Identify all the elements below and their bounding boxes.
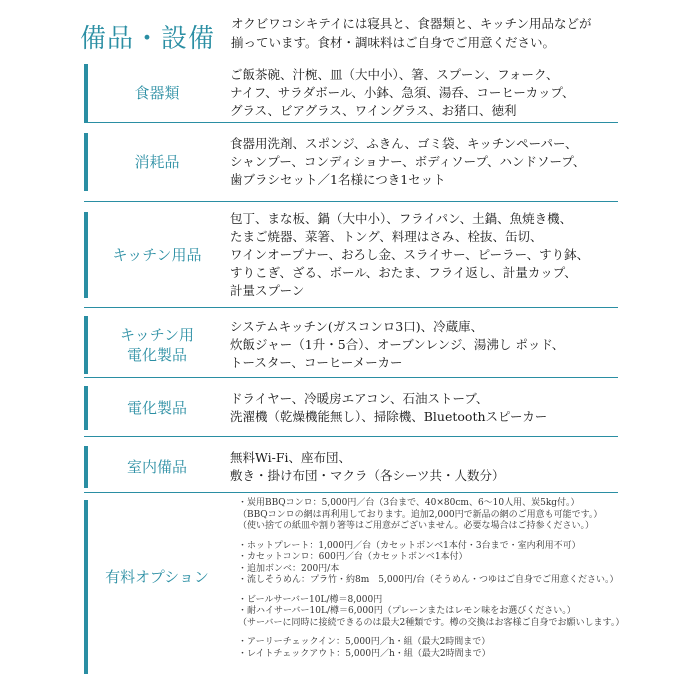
- option-group: [238, 595, 678, 630]
- option-group: [238, 541, 678, 587]
- section-appliances: [84, 386, 618, 430]
- section-content: [230, 64, 620, 122]
- content-line: シャンプー、コンディショナー、ボディソープ、ハンドソープ、: [230, 154, 586, 169]
- content-line: 炊飯ジャー（1升・5合）、オーブンレンジ、湯沸し ポッド、: [230, 337, 565, 352]
- content-line: 計量スプーン: [230, 283, 305, 298]
- intro-line: 揃っています。食材・調味料はご自身でご用意ください。: [231, 35, 556, 50]
- option-line: （BBQコンロの網は再利用しております。追加2,000円で新品の網のご用意も可能です。）: [238, 509, 603, 520]
- label-line: 室内備品: [126, 458, 187, 476]
- section-kitchen-appliances: [84, 316, 618, 374]
- content-line: ワインオープナー、おろし金、スライサー、ピーラー、すり鉢、: [230, 247, 590, 262]
- content-line: たまご焼器、菜箸、トング、料理はさみ、栓抜、缶切、: [230, 229, 543, 244]
- section-bar: [84, 500, 88, 674]
- content-line: すりこぎ、ざる、ボール、おたま、フライ返し、計量カップ、: [230, 265, 577, 280]
- section-label: [88, 316, 226, 374]
- section-label-paid-options: 有料オプション: [105, 568, 209, 586]
- section-label: [88, 133, 226, 191]
- section-content: [230, 446, 620, 488]
- option-group: [238, 498, 678, 533]
- section-content: [230, 212, 620, 298]
- section-content: [230, 316, 620, 374]
- content-line: 無料Wi-Fi、座布団、: [230, 450, 352, 465]
- content-line: 食器用洗剤、スポンジ、ふきん、ゴミ袋、キッチンペーパー、: [230, 136, 578, 151]
- divider: [84, 122, 618, 123]
- label-line: 電化製品: [126, 346, 187, 364]
- section-content: [230, 133, 620, 191]
- content-line: 敷き・掛け布団・マクラ（各シーツ共・人数分）: [230, 468, 505, 483]
- page-title: 備品・設備: [80, 24, 216, 54]
- label-line: キッチン用: [120, 326, 194, 344]
- section-label: [88, 212, 226, 298]
- option-line: ・カセットコンロ：600円／台（カセットボンベ1本付）: [238, 552, 468, 562]
- content-line: ナイフ、サラダボール、小鉢、急須、湯呑、コーヒーカップ、: [230, 85, 575, 100]
- divider: [84, 377, 618, 378]
- content-line: ドライヤー、冷暖房エアコン、石油ストーブ、: [230, 391, 489, 406]
- divider: [84, 436, 618, 437]
- option-line: ・ビールサーバー10L/樽＝8,000円: [238, 594, 383, 605]
- section-label: [88, 386, 226, 430]
- option-group: [238, 637, 678, 660]
- content-line: ご飯茶碗、汁椀、皿（大中小）、箸、スプーン、フォーク、: [230, 67, 559, 82]
- content-line: トースター、コーヒーメーカー: [230, 355, 403, 370]
- content-line: 包丁、まな板、鍋（大中小）、フライパン、土鍋、魚焼き機、: [230, 211, 573, 226]
- intro-line: オクビワコシキテイには寝具と、食器類と、キッチン用品などが: [231, 16, 592, 31]
- label-line: キッチン用品: [112, 246, 202, 264]
- label-line: 電化製品: [126, 399, 187, 417]
- option-line: ・レイトチェックアウト：5,000円／h・組（最大2時間まで）: [238, 648, 491, 659]
- divider: [84, 201, 618, 202]
- option-line: （使い捨ての紙皿や割り箸等はご用意がございません。必要な場合はご持参ください。）: [238, 521, 595, 531]
- paid-options-content: [238, 498, 678, 668]
- content-line: 歯ブラシセット／1名様につき1セット: [230, 172, 446, 187]
- section-content: [230, 386, 620, 430]
- section-label: [88, 64, 226, 122]
- content-line: 洗濯機（乾燥機能無し）、掃除機、Bluetoothスピーカー: [230, 409, 548, 424]
- label-line: 消耗品: [134, 153, 180, 171]
- divider: [84, 492, 618, 493]
- option-line: ・追加ボンベ：200円/本: [238, 563, 340, 574]
- option-line: （サーバーに同時に接続できるのは最大2種類です。樽の交換はお客様ご自身でお願いします。）: [238, 617, 625, 628]
- header: [0, 10, 700, 62]
- option-line: ・ホットプレート：1,000円／台（カセットボンベ1本付・3台まで・室内利用不可）: [238, 540, 581, 551]
- section-room-items: [84, 446, 618, 488]
- intro-text: [231, 14, 661, 52]
- section-kitchen-tools: [84, 212, 618, 298]
- section-label: [88, 446, 226, 488]
- content-line: システムキッチン(ガスコンロ3口)、冷蔵庫、: [230, 319, 484, 334]
- section-tableware: [84, 64, 618, 122]
- option-line: ・流しそうめん：プラ竹・約8m 5,000円/台（そうめん・つゆはご自身でご用意ください。）: [238, 575, 619, 585]
- section-consumables: [84, 133, 618, 191]
- option-line: ・耐ハイサーバー10L/樽＝6,000円（プレーンまたはレモン味をお選びください。）: [238, 606, 576, 616]
- option-line: ・アーリーチェックイン：5,000円／h・組（最大2時間まで）: [238, 637, 491, 647]
- divider: [84, 307, 618, 308]
- option-line: ・炭用BBQコンロ：5,000円／台（3台まで、40×80cm、6〜10人用、炭5kg付。）: [238, 498, 580, 508]
- content-line: グラス、ビアグラス、ワイングラス、お猪口、徳利: [230, 103, 517, 118]
- label-line: 食器類: [134, 84, 180, 102]
